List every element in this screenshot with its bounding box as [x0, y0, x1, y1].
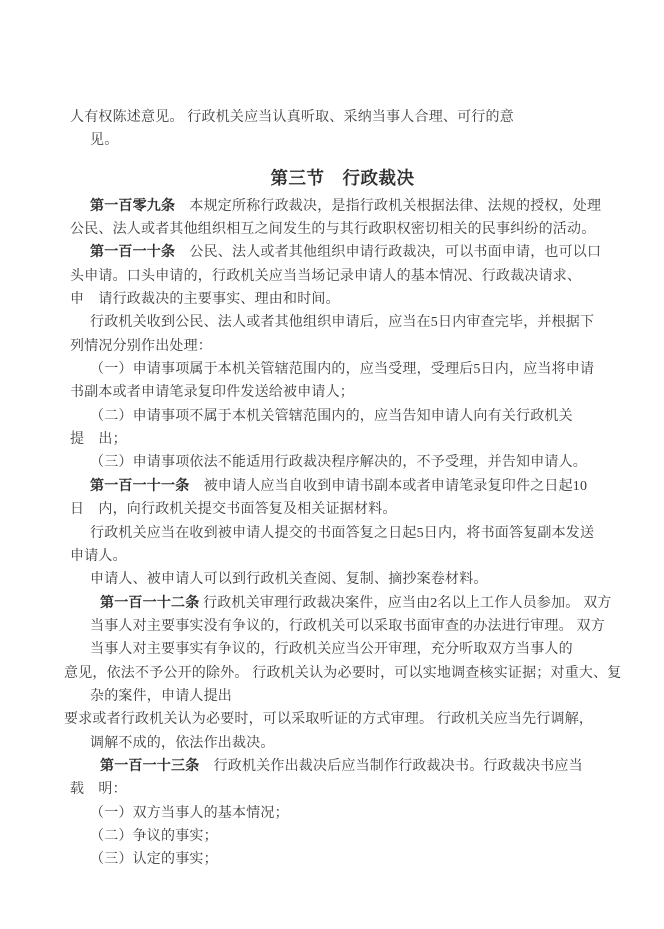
article-text: 行政机关作出裁决后应当制作行政裁决书。行政裁决书应当	[199, 758, 583, 774]
text-line: 行政机关应当在收到被申请人提交的书面答复之日起5日内，将书面答复副本发送	[90, 525, 595, 541]
list-item-line: （一）申请事项属于本机关管辖范围内的，应当受理，受理后5日内，应当将申请	[90, 362, 595, 378]
text-line: 杂的案件，申请人提出	[90, 688, 232, 704]
text-line: 意见，依法不予公开的除外。 行政机关认为必要时，可以实地调查核实证据；对重大、复	[64, 665, 622, 681]
article-number: 第一百零九条	[90, 198, 176, 214]
text-line: 申请人。	[70, 548, 127, 564]
list-item-line: （三）认定的事实；	[90, 852, 218, 868]
section-heading: 第三节 行政裁决	[270, 167, 415, 188]
list-item-line: （三）申请事项依法不能适用行政裁决程序解决的，不予受理，并告知申请人。	[90, 455, 587, 471]
article-line	[70, 195, 615, 218]
list-item-line: （二）申请事项不属于本机关管辖范围内的，应当告知申请人向有关行政机关	[90, 408, 573, 424]
article-line	[70, 475, 615, 498]
article-number: 第一百一十三条	[100, 758, 200, 774]
text-line: 公民、法人或者其他组织相互之间发生的与其行政职权密切相关的民事纠纷的活动。	[70, 222, 596, 238]
article-line	[70, 241, 615, 264]
text-line: 要求或者行政机关认为必要时，可以采取听证的方式审理。 行政机关应当先行调解，	[64, 712, 594, 728]
list-item-line: （二）争议的事实；	[90, 828, 218, 844]
text-line: 人有权陈述意见。 行政机关应当认真听取、采纳当事人合理、可行的意	[70, 110, 514, 125]
list-item-line: （一）双方当事人的基本情况；	[90, 805, 289, 821]
text-line: 申 请行政裁决的主要事实、理由和时间。	[70, 292, 340, 308]
article-text: 被申请人应当自收到申请书副本或者申请笔录复印件之日起10	[189, 478, 588, 494]
article-number: 第一百一十二条	[100, 595, 200, 611]
document-body	[64, 106, 622, 872]
article-number: 第一百一十条	[90, 245, 176, 261]
text-line: 载 明：	[70, 782, 127, 798]
article-text: 公民、法人或者其他组织申请行政裁决，可以书面申请，也可以口	[175, 245, 602, 261]
article-text: 本规定所称行政裁决，是指行政机关根据法律、法规的授权，处理	[175, 198, 602, 214]
text-line: 头申请。口头申请的，行政机关应当当场记录申请人的基本情况、行政裁决请求、	[70, 268, 582, 284]
text-line: 日 内，向行政机关提交书面答复及相关证据材料。	[70, 502, 397, 518]
text-line: 当事人对主要事实没有争议的，行政机关可以采取书面审查的办法进行审理。 双方	[90, 618, 605, 634]
text-line: 行政机关收到公民、法人或者其他组织申请后，应当在5日内审查完毕，并根据下	[90, 315, 595, 331]
article-line	[70, 755, 615, 778]
text-line: 提 出；	[70, 432, 127, 448]
text-line: 当事人对主要事实有争议的，行政机关应当公开审理，充分听取双方当事人的	[90, 642, 573, 658]
text-line: 书副本或者申请笔录复印件发送给被申请人；	[70, 385, 354, 401]
text-line: 调解不成的，依法作出裁决。	[90, 735, 275, 751]
article-text: 行政机关审理行政裁决案件，应当由2名以上工作人员参加。 双方	[199, 595, 612, 611]
article-number: 第一百一十一条	[90, 478, 190, 494]
text-line: 见。	[90, 133, 119, 149]
text-line: 列情况分别作出处理：	[70, 338, 212, 354]
text-line: 申请人、被申请人可以到行政机关查阅、复制、摘抄案卷材料。	[90, 572, 488, 588]
article-line	[70, 592, 615, 615]
